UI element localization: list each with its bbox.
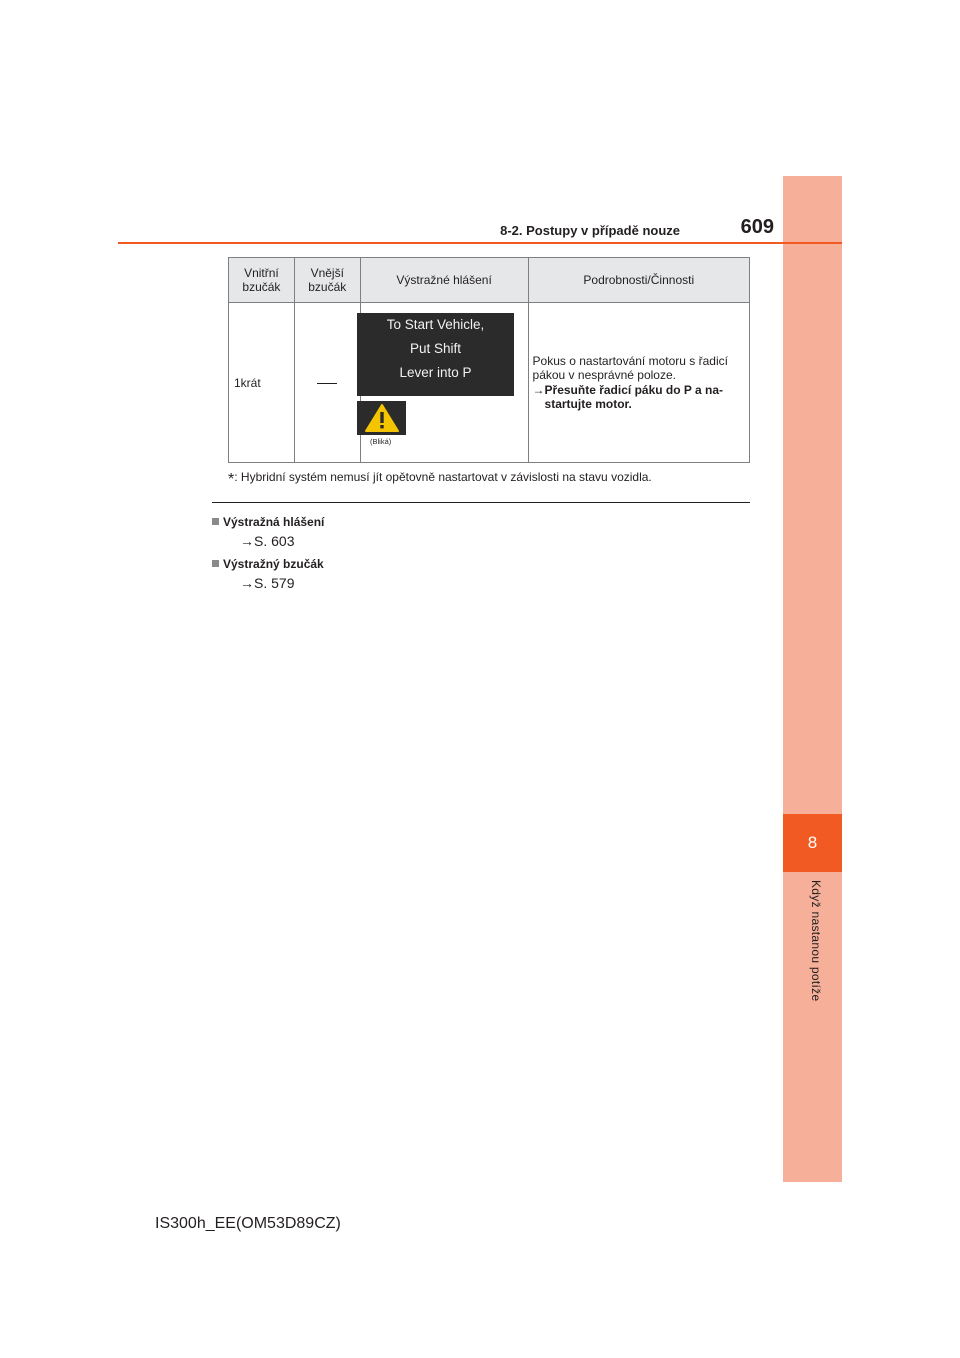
- blink-label: (Bliká): [370, 437, 392, 446]
- section-divider: [212, 502, 750, 503]
- message-line-2: Put Shift: [409, 341, 462, 356]
- display-message: [357, 313, 514, 396]
- note-title-warning-buzzer: Výstražný bzučák: [212, 557, 324, 571]
- header-internal-buzzer: Vnitřní bzučák: [229, 258, 295, 303]
- arrow-icon: →: [532, 383, 545, 397]
- detail-action: [533, 383, 743, 411]
- action-text: Přesuňte řadicí páku do P a na-startujte motor.: [544, 383, 724, 411]
- chapter-side-tab: [783, 176, 842, 1182]
- page-number: 609: [740, 216, 774, 238]
- footnote: [228, 470, 652, 489]
- chapter-number: 8: [783, 814, 842, 872]
- note-ref-warning-buzzer: →S. 579: [240, 575, 295, 591]
- header-divider: [118, 242, 842, 244]
- message-line-3: Lever into P: [399, 365, 472, 380]
- details-cell: [528, 303, 749, 463]
- note-ref-warning-messages: →S. 603: [240, 533, 295, 549]
- exclamation-triangle-icon: [364, 403, 400, 433]
- header-details: Podrobnosti/Činnosti: [528, 258, 749, 303]
- square-bullet-icon: [212, 518, 219, 525]
- footnote-text: : Hybridní systém nemusí jít opětovně nastartovat v závislosti na stavu vozidla.: [234, 470, 652, 484]
- chapter-title: Když nastanou potíže: [809, 880, 823, 1002]
- footnote-star: *: [228, 471, 235, 488]
- section-title: 8-2. Postupy v případě nouze: [500, 223, 680, 238]
- master-warning-light: [357, 401, 406, 435]
- footer-model-code: IS300h_EE(OM53D89CZ): [155, 1215, 341, 1232]
- square-bullet-icon: [212, 560, 219, 567]
- note-title-warning-messages: Výstražná hlášení: [212, 515, 324, 529]
- message-line-1: To Start Vehicle,: [386, 317, 485, 332]
- header-message: Výstražné hlášení: [360, 258, 528, 303]
- header-external-buzzer: Vnější bzučák: [294, 258, 360, 303]
- no-value-dash: [317, 383, 337, 384]
- external-buzzer-cell: [294, 303, 360, 463]
- internal-buzzer-cell: 1krát: [229, 303, 295, 463]
- detail-text: Pokus o nastartování motoru s řadicí pákou v nesprávné poloze.: [532, 354, 728, 382]
